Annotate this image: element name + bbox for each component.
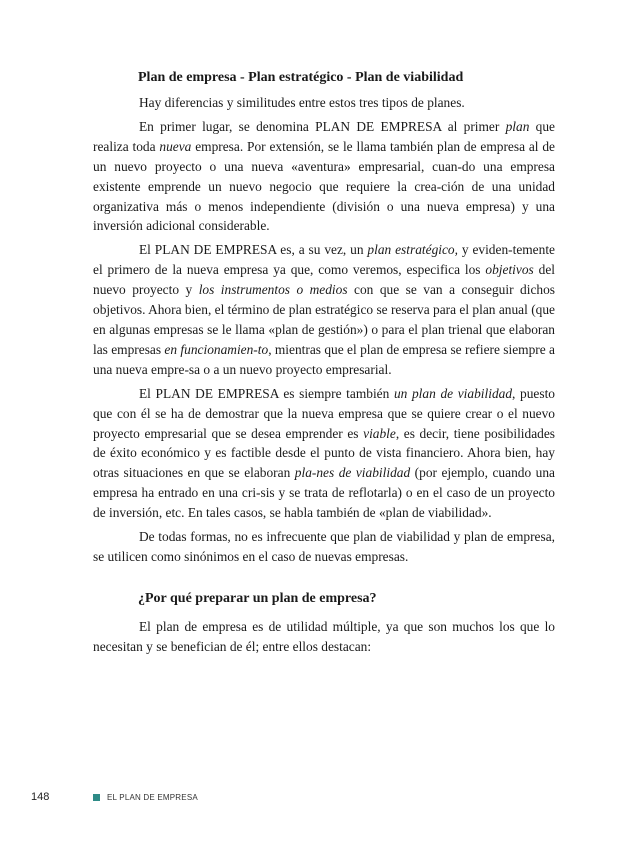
text-run: El PLAN DE EMPRESA es siempre también xyxy=(139,385,394,401)
text-run: En primer lugar, se denomina PLAN DE EMPRESA al primer xyxy=(139,118,506,134)
text-run: empresa. Por extensión, se le llama también plan de empresa al de un nuevo proyecto o una nueva «aventura» empresarial, cuan-do una empresa existente emprende un nuevo negocio que requiere la crea-ción de una unidad organizativa más o menos independiente (división o una nueva empresa) y una inversión adicional considerable. xyxy=(93,138,555,234)
text-run-italic: plan estratégico, xyxy=(367,242,458,258)
paragraph-intro: Hay diferencias y similitudes entre estos tres tipos de planes. xyxy=(139,95,465,110)
text-run: (por ejemplo, cuando una empresa ha entrado en una cri-sis y se trata de reflotarla) o en el caso de un proyecto de inversión, etc. En tales casos, se habla también de «plan de viabilidad». xyxy=(93,465,555,521)
paragraph-sinonimos: De todas formas, no es infrecuente que plan de viabilidad y plan de empresa, se utilicen como sinónimos en el caso de nuevas empresas. xyxy=(93,529,555,564)
section-heading-plans: Plan de empresa - Plan estratégico - Plan de viabilidad xyxy=(138,70,464,85)
text-run: con que se van a conseguir dichos objetivos. Ahora bien, el término de plan estratégico se reserva para el plan anual (que en algunas empresas se le llama «plan de gestión») o para el plan trienal que elaboran las empresas xyxy=(93,282,555,357)
page-number: 148 xyxy=(31,791,50,803)
text-run-italic: un plan de viabilidad xyxy=(393,385,513,401)
text-run-italic: viable xyxy=(363,425,396,441)
paragraph-utilidad: El plan de empresa es de utilidad múltiple, ya que son muchos los que lo necesitan y se benefician de él; entre ellos destacan: xyxy=(93,618,555,654)
section-heading-why: ¿Por qué preparar un plan de empresa? xyxy=(138,590,377,606)
footer-square-icon xyxy=(93,794,100,801)
text-run-italic: los instrumentos o medios xyxy=(198,282,348,298)
text-run-italic: en funcionamien-to xyxy=(164,341,269,357)
paragraph-plan-estrategico xyxy=(93,240,555,379)
paragraph-plan-de-empresa xyxy=(93,117,555,236)
text-run: , mientras que el plan de empresa se refiere siempre a una nueva empre-sa o a un nuevo proyecto empresarial. xyxy=(93,341,555,377)
page-footer xyxy=(0,791,627,805)
text-run-italic: pla-nes de viabilidad xyxy=(294,465,411,481)
text-run: , es decir, tiene posibilidades de éxito económico y es factible desde el punto de vista financiero. Ahora bien, hay otras situaciones en que se elaboran xyxy=(93,425,555,481)
text-run: , puesto que con él se ha de demostrar que la nueva empresa que se quiere crear o el nuevo proyecto empresarial que se desea emprender es xyxy=(93,385,556,441)
text-run: que realiza toda xyxy=(93,118,555,154)
running-head: EL PLAN DE EMPRESA xyxy=(107,793,198,802)
text-run-italic: plan xyxy=(505,118,530,134)
text-run: del nuevo proyecto y xyxy=(93,262,555,298)
text-run-italic: nueva xyxy=(159,138,192,154)
page-body xyxy=(93,68,555,661)
paragraph-plan-viabilidad xyxy=(93,384,555,523)
text-run: y eviden-temente el primero de la nueva empresa ya que, como veremos, especifica los xyxy=(93,242,555,278)
text-run: El PLAN DE EMPRESA es, a su vez, un xyxy=(139,242,368,258)
text-run-italic: objetivos xyxy=(485,262,534,278)
